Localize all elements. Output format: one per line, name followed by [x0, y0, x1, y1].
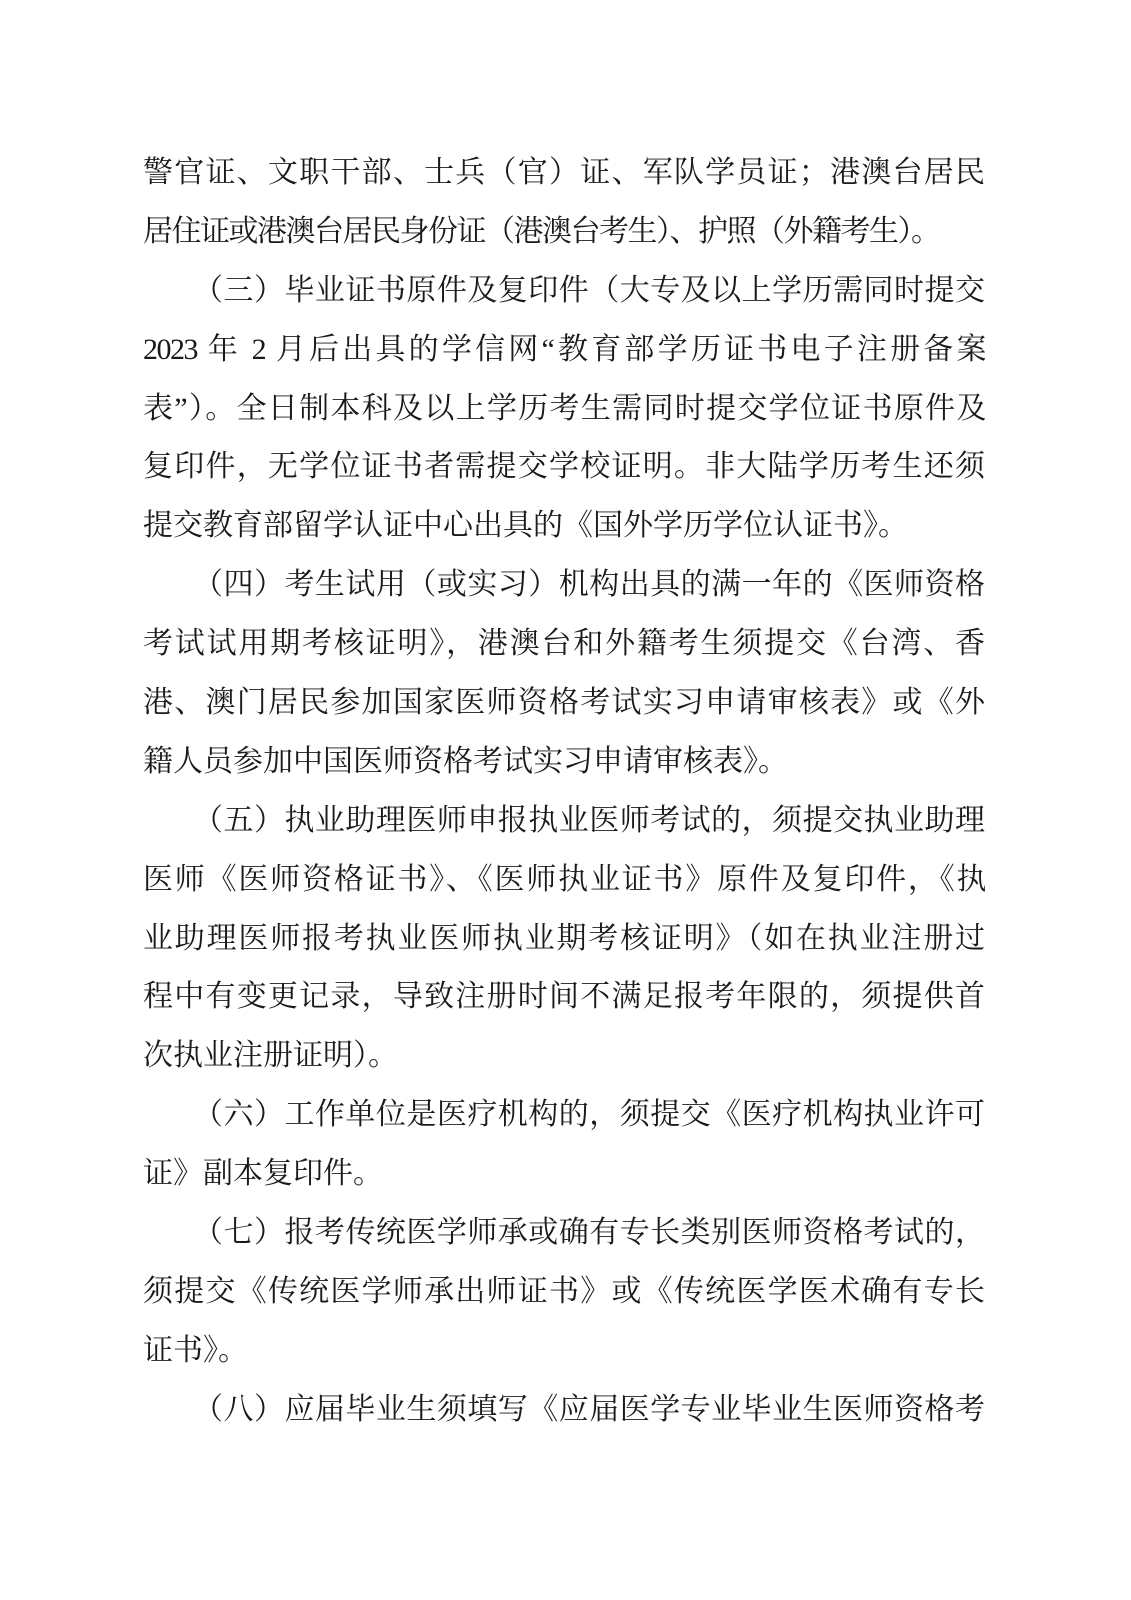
text-line: （三）毕业证书原件及复印件（大专及以上学历需同时提交: [193, 273, 985, 307]
text-line: 2023 年 2 月后出具的学信网“教育部学历证书电子注册备案: [143, 332, 985, 366]
document-body: [143, 144, 985, 1440]
text-line: 证》副本复印件。: [143, 1157, 383, 1191]
text-line: （八）应届毕业生须填写《应届医学专业毕业生医师资格考: [193, 1392, 985, 1426]
text-line: （七）报考传统医学师承或确有专长类别医师资格考试的，: [193, 1216, 985, 1250]
text-line: （六）工作单位是医疗机构的，须提交《医疗机构执业许可: [193, 1098, 985, 1132]
text-line: 医师《医师资格证书》、《医师执业证书》原件及复印件，《执: [143, 862, 985, 896]
text-line: 港、澳门居民参加国家医师资格考试实习申请审核表》或《外: [143, 686, 985, 720]
text-line: （五）执业助理医师申报执业医师考试的，须提交执业助理: [193, 803, 985, 837]
text-line: 表”）。全日制本科及以上学历考生需同时提交学位证书原件及: [143, 391, 985, 425]
text-line: 程中有变更记录，导致注册时间不满足报考年限的，须提供首: [143, 980, 985, 1014]
text-line: 居住证或港澳台居民身份证（港澳台考生）、护照（外籍考生）。: [143, 214, 940, 248]
text-line: 复印件，无学位证书者需提交学校证明。非大陆学历考生还须: [143, 450, 985, 484]
text-line: 业助理医师报考执业医师执业期考核证明》（如在执业注册过: [143, 921, 985, 955]
text-line: 籍人员参加中国医师资格考试实习申请审核表》。: [143, 744, 788, 778]
text-line: 须提交《传统医学师承出师证书》或《传统医学医术确有专长: [143, 1274, 985, 1308]
text-line: （四）考生试用（或实习）机构出具的满一年的《医师资格: [193, 568, 985, 602]
text-line: 证书》。: [143, 1333, 248, 1367]
text-line: 警官证、文职干部、士兵（官）证、军队学员证；港澳台居民: [143, 156, 985, 189]
text-line: 考试试用期考核证明》，港澳台和外籍考生须提交《台湾、香: [143, 627, 985, 661]
text-line: 次执业注册证明）。: [143, 1039, 398, 1073]
text-line: 提交教育部留学认证中心出具的《国外学历学位认证书》。: [143, 509, 908, 543]
